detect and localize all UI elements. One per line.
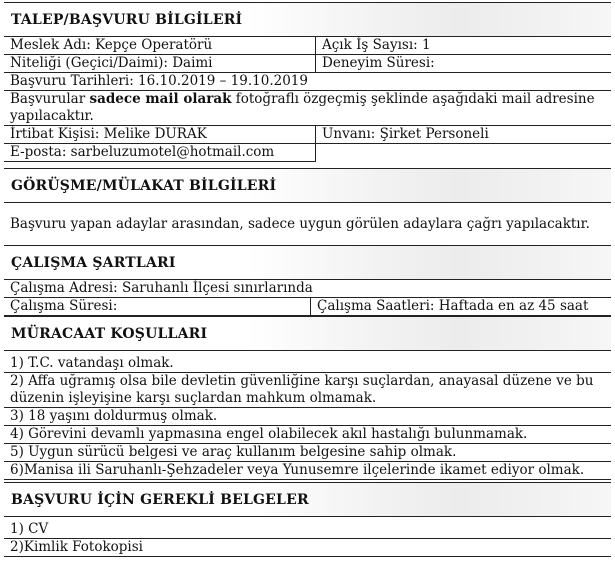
row-nitelik: [4, 55, 611, 73]
basvuru-tarihleri: Başvuru Tarihleri: 16.10.2019 – 19.10.2019: [4, 73, 611, 91]
basvuru-text-pre: Başvurular: [10, 91, 90, 107]
calisma-saatleri: Çalışma Saatleri: Haftada en az 45 saat: [311, 298, 611, 316]
section-title-belgeler: BAŞVURU İÇİN GEREKLİ BELGELER: [4, 482, 611, 517]
kosul-item: 2) Affa uğramış olsa bile devletin güvenliğine karşı suçlardan, anayasal düzene ve bu düzenin işleyişine karşı suçlardan mahkum olmamak.: [4, 373, 611, 408]
eposta: E-posta: sarbeluzumotel@hotmail.com: [4, 144, 316, 162]
calisma-adresi: Çalışma Adresi: Saruhanlı İlçesi sınırlarında: [4, 280, 611, 298]
row-irtibat: [4, 126, 611, 144]
section-title-talep: TALEP/BAŞVURU BİLGİLERİ: [4, 2, 611, 37]
row-meslek: [4, 37, 611, 55]
calisma-suresi: Çalışma Süresi:: [4, 298, 311, 316]
deneyim-suresi: Deneyim Süresi:: [316, 55, 611, 73]
unvani: Unvanı: Şirket Personeli: [316, 126, 611, 144]
acik-is-sayisi: Açık İş Sayısı: 1: [316, 37, 611, 55]
basvuru-text-bold: sadece mail olarak: [89, 91, 232, 107]
irtibat-kisisi: İrtibat Kişisi: Melike DURAK: [4, 126, 316, 144]
niteligi: Niteliği (Geçici/Daimi): Daimi: [4, 55, 316, 73]
kosul-item: 4) Görevini devamlı yapmasına engel olabilecek akıl hastalığı bulunmamak.: [4, 426, 611, 444]
belge-item: 1) CV: [4, 521, 611, 539]
basvuru-text-post: fotoğraflı özgeçmiş şeklinde aşağıdaki mail adresine yapılacaktır.: [10, 91, 595, 124]
kosul-item: 6)Manisa ili Saruhanlı-Şehzadeler veya Yunusemre ilçelerinde ikamet ediyor olmak.: [4, 462, 611, 480]
row-basvuru-text: [4, 91, 611, 126]
kosul-item: 5) Uygun sürücü belgesi ve araç kullanım belgesine sahip olmak.: [4, 444, 611, 462]
section-title-gorusme: GÖRÜŞME/MÜLAKAT BİLGİLERİ: [4, 168, 611, 203]
section-title-muracaat: MÜRACAAT KOŞULLARI: [4, 316, 611, 351]
document: [4, 2, 611, 557]
row-tarihler: [4, 73, 611, 91]
belge-item: 2)Kimlik Fotokopisi: [4, 539, 611, 557]
kosul-item: 1) T.C. vatandaşı olmak.: [4, 355, 611, 373]
section-title-calisma: ÇALIŞMA ŞARTLARI: [4, 245, 611, 280]
row-adres: [4, 280, 611, 298]
gorusme-text: Başvuru yapan adaylar arasından, sadece uygun görülen adaylara çağrı yapılacaktır.: [10, 216, 590, 232]
basvuru-aciklama: [4, 91, 611, 126]
row-sure: [4, 298, 611, 316]
kosul-item: 3) 18 yaşını doldurmuş olmak.: [4, 408, 611, 426]
meslek-adi: Meslek Adı: Kepçe Operatörü: [4, 37, 316, 55]
row-eposta: [4, 144, 611, 162]
